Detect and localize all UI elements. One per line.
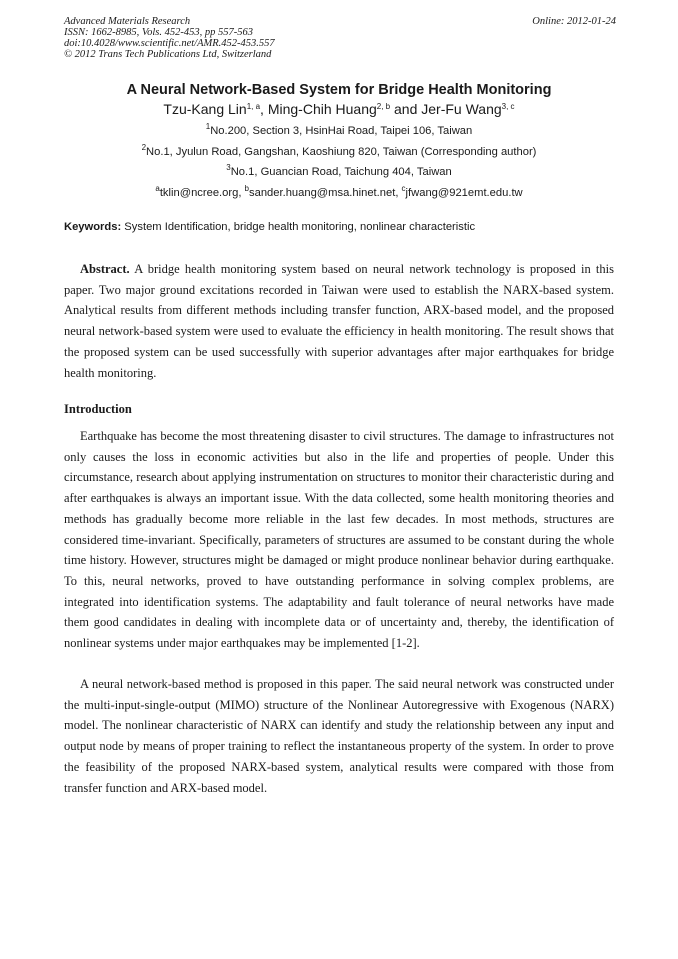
issn-line: ISSN: 1662-8985, Vols. 452-453, pp 557-563 — [64, 27, 253, 38]
affiliation-superscript: 2 — [141, 143, 147, 152]
email-text[interactable]: tklin@ncree.org, — [159, 187, 245, 199]
intro-paragraph-1: Earthquake has become the most threatening disaster to civil structures. The damage to infrastructures not only causes the loss in economic activities but also in the life and properties of people. Under this circumstance, research about applying instrumentation on structures to monitor their characteristic during and after earthquakes is always an important issue. With the data collected, some health monitoring theories and methods has gradually become more reliable in the last few decades. In most methods, structures are considered time-invariant. Specifically, parameters of structures are assumed to be constant during the whole time history. However, structures might be damaged or might produce nonlinear behavior during earthquake. To this, neural networks, proved to have outstanding performance in solving complex problems, are integrated into identification systems. The adaptability and fault tolerance of neural networks have made them good candidates in dealing with incomplete data or of uncertainty and, thereby, the identification of nonlinear systems under major earthquakes may be implemented [1-2]. — [64, 429, 614, 651]
author-superscript: 3, c — [501, 102, 515, 111]
author-name: Ming-Chih Huang — [267, 101, 377, 117]
affiliation-3 — [0, 163, 678, 178]
author-superscript: 1, a — [246, 102, 261, 111]
keywords-label: Keywords: — [64, 221, 122, 233]
keywords — [64, 221, 624, 233]
author-name: Tzu-Kang Lin — [163, 101, 247, 117]
abstract-text: A bridge health monitoring system based on neural network technology is proposed in this paper. Two major ground excitations recorded in Taiwan were used to establish the NARX-based system. Analytical results from different methods including transfer function, ARX-based model, and the proposed neural network-based system were used to evaluate the efficiency in health monitoring. The result shows that the proposed system can be used successfully with superior advantages after major earthquakes for bridge health monitoring. — [64, 262, 614, 380]
affiliation-text: No.200, Section 3, HsinHai Road, Taipei 106, Taiwan — [210, 125, 473, 137]
author-superscript: 2, b — [376, 102, 391, 111]
affiliation-text: No.1, Guancian Road, Taichung 404, Taiwan — [230, 166, 452, 178]
paper-title: A Neural Network-Based System for Bridge Health Monitoring — [126, 82, 552, 98]
copyright-line: © 2012 Trans Tech Publications Ltd, Switzerland — [64, 49, 272, 60]
abstract-paragraph — [64, 259, 614, 383]
email-line — [0, 184, 678, 199]
email-text[interactable]: jfwang@921emt.edu.tw — [405, 187, 523, 199]
author-separator: and — [390, 101, 422, 117]
email-superscript: b — [244, 184, 249, 193]
running-header — [64, 16, 616, 60]
email-text[interactable]: sander.huang@msa.hinet.net, — [249, 187, 402, 199]
affiliation-superscript: 1 — [205, 122, 211, 131]
affiliation-superscript: 3 — [226, 163, 231, 172]
abstract-label: Abstract. — [80, 262, 130, 276]
affiliation-1 — [0, 122, 678, 137]
online-date: Online: 2012-01-24 — [532, 16, 616, 27]
section-heading-introduction: Introduction — [64, 402, 132, 416]
author-name: Jer-Fu Wang — [421, 101, 502, 117]
author-list — [0, 101, 678, 117]
email-superscript: a — [155, 184, 160, 193]
author-separator: , — [260, 101, 268, 117]
doi-line: doi:10.4028/www.scientific.net/AMR.452-453.557 — [64, 38, 275, 49]
keywords-text: System Identification, bridge health monitoring, nonlinear characteristic — [121, 221, 476, 233]
email-superscript: c — [401, 184, 406, 193]
affiliation-text: No.1, Jyulun Road, Gangshan, Kaoshiung 820, Taiwan (Corresponding author) — [146, 146, 537, 158]
affiliation-2 — [0, 143, 678, 158]
journal-name: Advanced Materials Research — [64, 16, 191, 27]
intro-paragraph-2: A neural network-based method is proposed in this paper. The said neural network was constructed under the multi-input-single-output (MIMO) structure of the Nonlinear Autoregressive with Exogenous (NARX) model. The nonlinear characteristic of NARX can identify and study the relationship between any input and output node by means of proper training to reflect the instantaneous property of the system. In order to prove the feasibility of the proposed NARX-based system, analytical results were compared with those from transfer function and ARX-based model. — [64, 677, 614, 795]
